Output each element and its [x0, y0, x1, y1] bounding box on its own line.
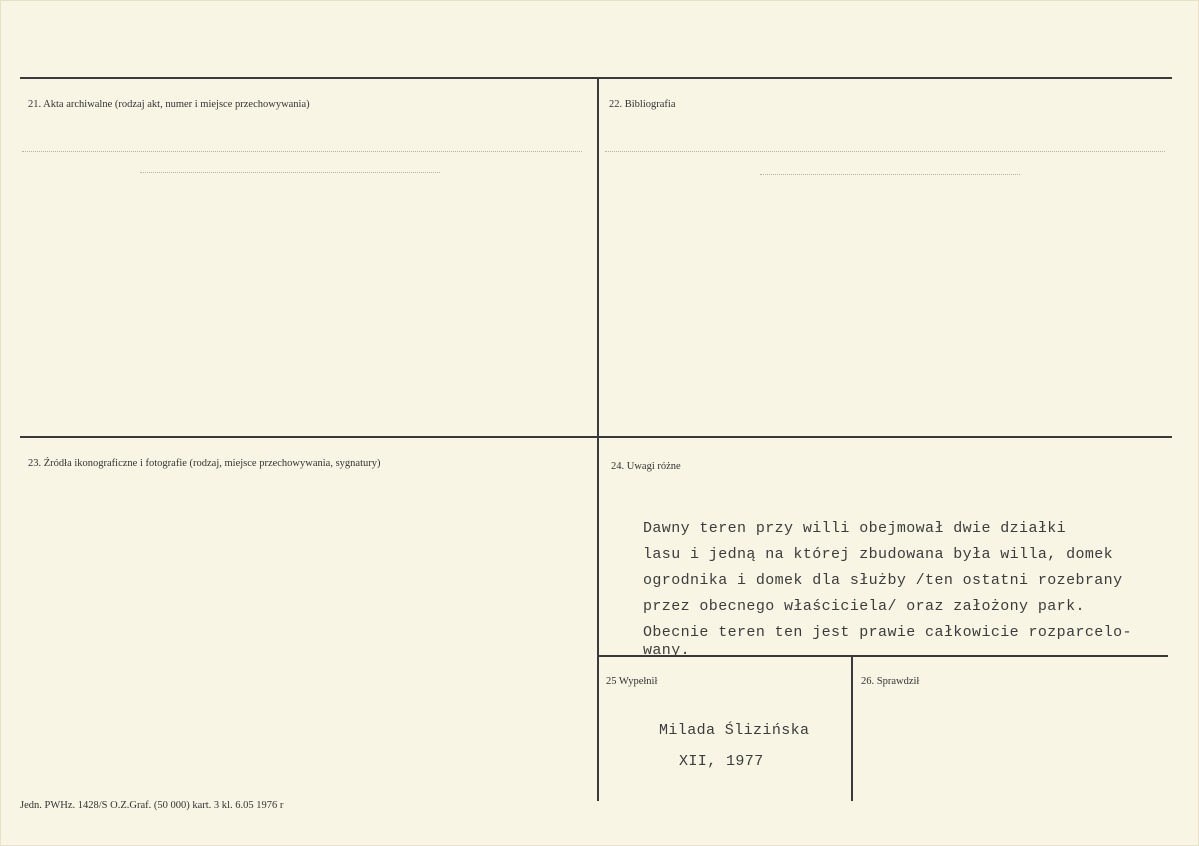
faint-trace	[140, 172, 440, 174]
filled-by-date: XII, 1977	[679, 753, 764, 770]
field-24-label: 24. Uwagi różne	[611, 461, 681, 472]
remarks-line: wany.	[643, 642, 691, 659]
filled-by-name: Milada Ślizińska	[659, 722, 810, 739]
remarks-line: ogrodnika i domek dla służby /ten ostatni rozebrany	[643, 572, 1123, 589]
faint-trace	[760, 174, 1020, 176]
field-23-label: 23. Źródła ikonograficzne i fotografie (rodzaj, miejsce przechowywania, sygnatury)	[28, 458, 381, 469]
remarks-line: lasu i jedną na której zbudowana była willa, domek	[643, 546, 1114, 563]
remarks-line: Dawny teren przy willi obejmował dwie działki	[643, 520, 1067, 537]
field-21-label: 21. Akta archiwalne (rodzaj akt, numer i miejsce przechowywania)	[28, 99, 310, 110]
remarks-text	[643, 516, 1132, 664]
field-22-label: 22. Bibliografia	[609, 99, 676, 110]
remarks-line: przez obecnego właściciela/ oraz założony park.	[643, 598, 1085, 615]
field-26-label: 26. Sprawdził	[861, 676, 920, 687]
field-25-label: 25 Wypełnił	[606, 676, 658, 687]
top-rule	[20, 77, 1172, 79]
print-info-footer: Jedn. PWHz. 1428/S O.Z.Graf. (50 000) kart. 3 kl. 6.05 1976 r	[20, 800, 284, 811]
faint-trace	[22, 151, 582, 153]
center-divider	[597, 79, 599, 801]
middle-rule	[20, 436, 1172, 438]
faint-trace	[605, 151, 1165, 153]
remarks-line: Obecnie teren ten jest prawie całkowicie rozparcelo-	[643, 624, 1132, 641]
signature-divider	[851, 657, 853, 801]
